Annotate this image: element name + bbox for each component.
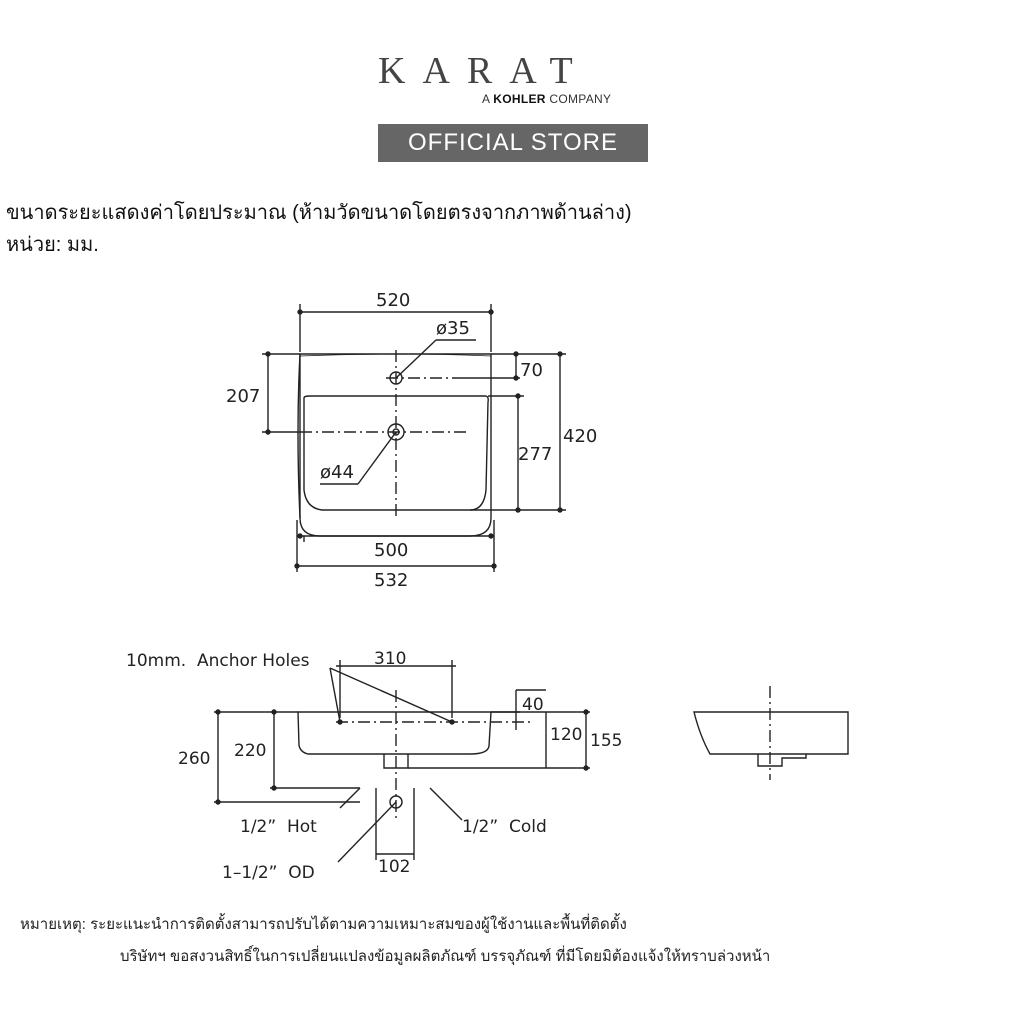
dim-520: 520 (376, 290, 411, 311)
dim-155: 155 (590, 731, 623, 751)
brand-logo: KARAT (378, 50, 590, 92)
dim-102: 102 (378, 857, 411, 877)
dim-500: 500 (374, 540, 409, 561)
brand-tagline: A KOHLER COMPANY (482, 92, 612, 106)
dim-260: 260 (178, 749, 211, 769)
cold-label: 1/2” Cold (462, 817, 547, 837)
approx-note: ขนาดระยะแสดงค่าโดยประมาณ (ห้ามวัดขนาดโดยตรงจากภาพด้านล่าง) (6, 202, 632, 224)
dim-310: 310 (374, 649, 407, 669)
dim-40: 40 (522, 695, 544, 715)
footer-disclaimer: บริษัทฯ ขอสงวนสิทธิ์ในการเปลี่ยนแปลงข้อมูลผลิตภัณฑ์ บรรจุภัณฑ์ ที่มีโดยมิต้องแจ้งให้ทราบล่วงหน้า (120, 948, 771, 965)
od-label: 1–1/2” OD (222, 863, 315, 883)
dim-220: 220 (234, 741, 267, 761)
top-view (262, 304, 566, 572)
dim-120: 120 (550, 725, 583, 745)
official-store-badge: OFFICIAL STORE (378, 124, 648, 162)
dim-drain: ø44 (320, 462, 354, 483)
front-waste (758, 754, 806, 766)
dim-70: 70 (520, 360, 543, 381)
front-basin (694, 712, 848, 754)
front-view (694, 686, 848, 780)
dim-tap-hole: ø35 (436, 318, 470, 339)
side-basin (298, 712, 491, 754)
dim-420: 420 (563, 426, 598, 447)
dim-277: 277 (518, 444, 553, 465)
unit-note: หน่วย: มม. (6, 234, 99, 256)
hot-label: 1/2” Hot (240, 817, 317, 837)
anchor-holes-label: 10mm. Anchor Holes (126, 651, 310, 671)
footer-remark: หมายเหตุ: ระยะแนะนำการติดตั้งสามารถปรับได้ตามความเหมาะสมของผู้ใช้งานและพื้นที่ติดตั้ง (20, 916, 627, 933)
dim-207: 207 (226, 386, 261, 407)
dim-532: 532 (374, 570, 409, 591)
